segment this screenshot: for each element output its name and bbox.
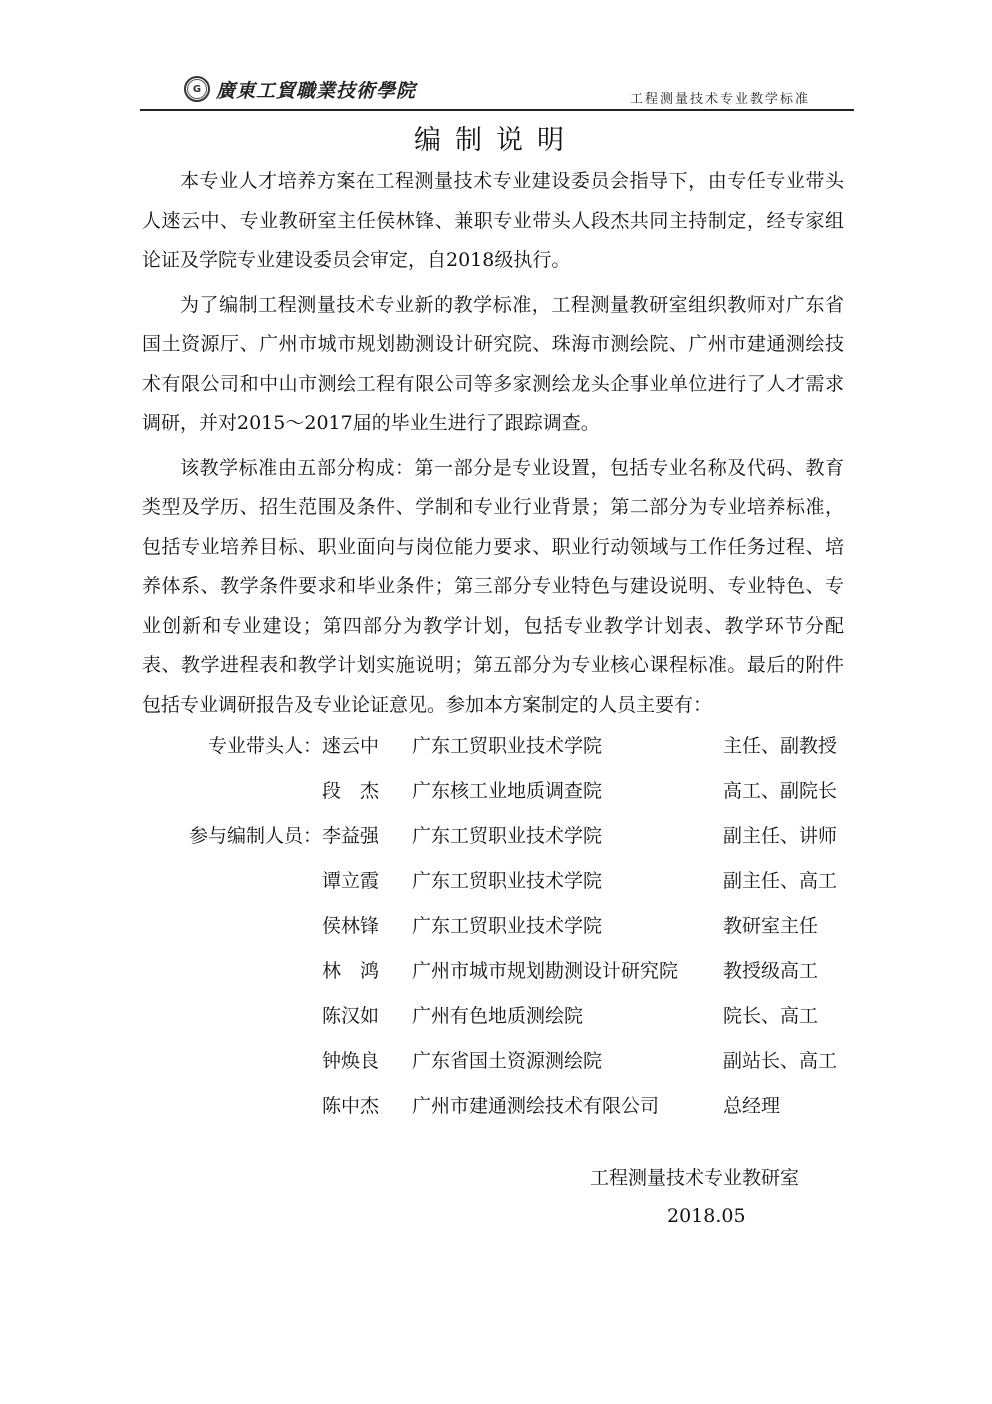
paragraph-1: 本专业人才培养方案在工程测量技术专业建设委员会指导下，由专任专业带头人逨云中、专业教研室主任侯林锋、兼职专业带头人段杰共同主持制定，经专家组论证及学院专业建设委员会审定，自2018级执行。	[142, 170, 844, 271]
staff-organization: 广州市城市规划勘测设计研究院	[412, 960, 679, 982]
body-text	[142, 162, 844, 730]
staff-position: 院长、高工	[723, 1005, 819, 1027]
staff-role: 参与编制人员：	[188, 825, 322, 847]
staff-row	[142, 903, 844, 948]
staff-name: 陈中杰	[322, 1095, 380, 1117]
staff-name: 陈汉如	[322, 1005, 380, 1027]
staff-row	[142, 1083, 844, 1128]
signature-department: 工程测量技术专业教研室	[590, 1167, 800, 1189]
staff-row	[142, 768, 844, 813]
paragraph-3: 该教学标准由五部分构成：第一部分是专业设置，包括专业名称及代码、教育类型及学历、招生范围及条件、学制和专业行业背景；第二部分为专业培养标准，包括专业培养目标、职业面向与岗位能力要求、职业行动领域与工作任务过程、培养体系、教学条件要求和毕业条件；第三部分专业特色与建设说明、专业特色、专业创新和专业建设；第四部分为教学计划，包括专业教学计划表、教学环节分配表、教学进程表和教学计划实施说明；第五部分为专业核心课程标准。最后的附件包括专业调研报告及专业论证意见。参加本方案制定的人员主要有：	[142, 456, 844, 716]
staff-row	[142, 948, 844, 993]
staff-row	[142, 858, 844, 903]
staff-name: 林 鸿	[322, 960, 380, 982]
staff-organization: 广东工贸职业技术学院	[412, 825, 603, 847]
staff-name: 逨云中	[322, 735, 380, 757]
staff-organization: 广州市建通测绘技术有限公司	[412, 1095, 660, 1117]
staff-name: 钟焕良	[322, 1050, 380, 1072]
staff-position: 副主任、高工	[723, 870, 838, 892]
paragraph-2: 为了编制工程测量技术专业新的教学标准，工程测量教研室组织教师对广东省国土资源厅、广州市城市规划勘测设计研究院、珠海市测绘院、广州市建通测绘技术有限公司和中山市测绘工程有限公司等多家测绘龙头企事业单位进行了人才需求调研，并对2015～2017届的毕业生进行了跟踪调查。	[142, 293, 844, 434]
staff-position: 教研室主任	[723, 915, 819, 937]
header-divider	[140, 109, 854, 111]
header-title: 工程测量技术专业教学标准	[629, 92, 810, 107]
staff-position: 高工、副院长	[723, 780, 838, 802]
staff-name: 侯林锋	[322, 915, 380, 937]
college-seal-icon: G	[184, 76, 210, 102]
signature-date: 2018.05	[667, 1205, 746, 1227]
staff-name: 李益强	[322, 825, 380, 847]
staff-organization: 广东工贸职业技术学院	[412, 735, 603, 757]
staff-row	[142, 1038, 844, 1083]
staff-position: 总经理	[723, 1095, 781, 1117]
college-logo	[184, 74, 416, 104]
staff-organization: 广东工贸职业技术学院	[412, 870, 603, 892]
staff-list	[142, 723, 844, 1128]
staff-role: 专业带头人：	[207, 735, 322, 757]
staff-name: 谭立霞	[322, 870, 380, 892]
staff-position: 主任、副教授	[723, 735, 838, 757]
page-header	[140, 66, 854, 110]
staff-name: 段 杰	[322, 780, 380, 802]
staff-position: 教授级高工	[723, 960, 819, 982]
staff-organization: 广东工贸职业技术学院	[412, 915, 603, 937]
staff-position: 副主任、讲师	[723, 825, 838, 847]
staff-organization: 广州有色地质测绘院	[412, 1005, 584, 1027]
staff-organization: 广东核工业地质调查院	[412, 780, 603, 802]
staff-row	[142, 813, 844, 858]
college-logo-text: 廣東工貿職業技術學院	[216, 79, 417, 102]
staff-position: 副站长、高工	[723, 1050, 838, 1072]
document-title: 编制说明	[414, 125, 578, 156]
staff-row	[142, 993, 844, 1038]
staff-row	[142, 723, 844, 768]
staff-organization: 广东省国土资源测绘院	[412, 1050, 603, 1072]
